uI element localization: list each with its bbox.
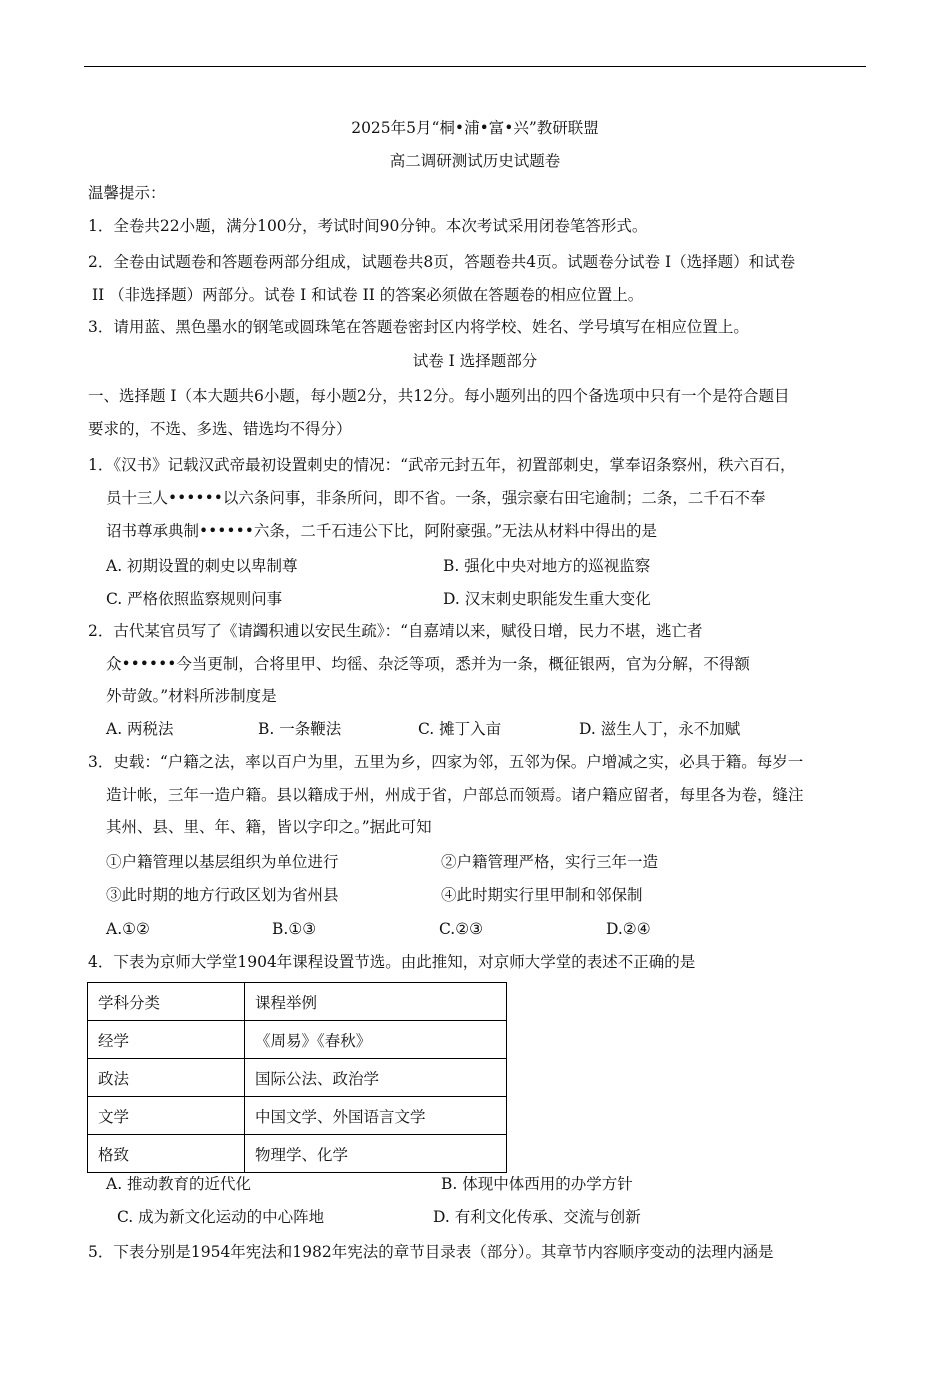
table-cell: 政法	[88, 1059, 245, 1097]
tip-item: 2．全卷由试题卷和答题卷两部分组成，试题卷共8页，答题卷共4页。试题卷分试卷 I（选择题）和试卷	[88, 253, 796, 271]
question-1-stem: 员十三人••••••以六条问事，非条所问，即不省。一条，强宗豪右田宅逾制；二条，二千石不奉	[106, 489, 766, 507]
section-title: 试卷 I 选择题部分	[412, 352, 538, 370]
option-c[interactable]: C.②③	[439, 920, 484, 938]
table-cell: 物理学、化学	[245, 1135, 507, 1173]
tip-item: 1．全卷共22小题，满分100分，考试时间90分钟。本次考试采用闭卷笔答形式。	[88, 217, 648, 235]
option-a[interactable]: A. 推动教育的近代化	[106, 1175, 252, 1193]
table-cell: 国际公法、政治学	[245, 1059, 507, 1097]
option-b[interactable]: B.①③	[272, 920, 317, 938]
option-b[interactable]: B. 强化中央对地方的巡视监察	[443, 557, 651, 575]
table-cell: 格致	[88, 1135, 245, 1173]
tip-item: II （非选择题）两部分。试卷 I 和试卷 II 的答案必须做在答题卷的相应位置上。	[92, 286, 644, 304]
top-rule	[84, 66, 866, 67]
question-5-stem: 5．下表分别是1954年宪法和1982年宪法的章节目录表（部分）。其章节内容顺序变动的法理内涵是	[88, 1243, 774, 1261]
statement: ④此时期实行里甲制和邻保制	[441, 886, 643, 904]
table-header-cell: 学科分类	[88, 983, 245, 1021]
tips-heading: 温馨提示：	[88, 184, 166, 202]
table-cell: 文学	[88, 1097, 245, 1135]
table-cell: 中国文学、外国语言文学	[245, 1097, 507, 1135]
section-intro: 一、选择题 I（本大题共6小题，每小题2分，共12分。每小题列出的四个备选项中只有一个是符合题目	[88, 387, 790, 405]
question-2-stem: 外苛敛。”材料所涉制度是	[106, 687, 277, 705]
exam-subtitle: 高二调研测试历史试题卷	[389, 152, 561, 170]
option-d[interactable]: D. 滋生人丁，永不加赋	[579, 720, 741, 738]
option-c[interactable]: C. 成为新文化运动的中心阵地	[117, 1208, 325, 1226]
question-2-stem: 众••••••今当更制，合将里甲、均徭、杂泛等项，悉并为一条，概征银两，官为分解，不得额	[106, 655, 750, 673]
option-c[interactable]: C. 严格依照监察规则问事	[106, 590, 283, 608]
option-d[interactable]: D. 有利文化传承、交流与创新	[433, 1208, 641, 1226]
question-1-stem: 1．《汉书》记载汉武帝最初设置刺史的情况：“武帝元封五年，初置部刺史，掌奉诏条察州，秩六百石，	[88, 456, 796, 474]
table-row	[88, 1059, 507, 1097]
table-header-row	[88, 983, 507, 1021]
option-b[interactable]: B. 一条鞭法	[258, 720, 342, 738]
question-4-stem: 4．下表为京师大学堂1904年课程设置节选。由此推知，对京师大学堂的表述不正确的是	[88, 953, 696, 971]
section-intro: 要求的，不选、多选、错选均不得分）	[88, 420, 352, 438]
statement: ③此时期的地方行政区划为省州县	[106, 886, 339, 904]
tip-item: 3．请用蓝、黑色墨水的钢笔或圆珠笔在答题卷密封区内将学校、姓名、学号填写在相应位置上。	[88, 318, 749, 336]
statement: ①户籍管理以基层组织为单位进行	[106, 853, 339, 871]
table-row	[88, 1097, 507, 1135]
question-1-stem: 诏书尊承典制••••••六条，二千石违公下比，阿附豪强。”无法从材料中得出的是	[106, 522, 658, 540]
table-row	[88, 1021, 507, 1059]
statement: ②户籍管理严格，实行三年一造	[441, 853, 659, 871]
course-table	[87, 982, 507, 1173]
table-cell: 《周易》《春秋》	[245, 1021, 507, 1059]
table-header-cell: 课程举例	[245, 983, 507, 1021]
table-row	[88, 1135, 507, 1173]
option-d[interactable]: D.②④	[606, 920, 651, 938]
question-3-stem: 造计帐，三年一造户籍。县以籍成于州，州成于省，户部总而领焉。诸户籍应留者，每里各为卷，缝注	[106, 786, 804, 804]
option-d[interactable]: D. 汉末刺史职能发生重大变化	[443, 590, 651, 608]
question-3-stem: 其州、县、里、年、籍，皆以字印之。”据此可知	[106, 818, 432, 836]
option-c[interactable]: C. 摊丁入亩	[418, 720, 502, 738]
exam-title: 2025年5月“桐•浦•富•兴”教研联盟	[351, 119, 599, 137]
option-a[interactable]: A. 两税法	[106, 720, 174, 738]
option-b[interactable]: B. 体现中体西用的办学方针	[441, 1175, 633, 1193]
table-cell: 经学	[88, 1021, 245, 1059]
question-3-stem: 3．史载：“户籍之法，率以百户为里，五里为乡，四家为邻，五邻为保。户增减之实，必具于籍。每岁一	[88, 753, 804, 771]
option-a[interactable]: A. 初期设置的刺史以卑制尊	[106, 557, 298, 575]
question-2-stem: 2．古代某官员写了《请蠲积逋以安民生疏》：“自嘉靖以来，赋役日增，民力不堪，逃亡者	[88, 622, 703, 640]
option-a[interactable]: A.①②	[106, 920, 150, 938]
